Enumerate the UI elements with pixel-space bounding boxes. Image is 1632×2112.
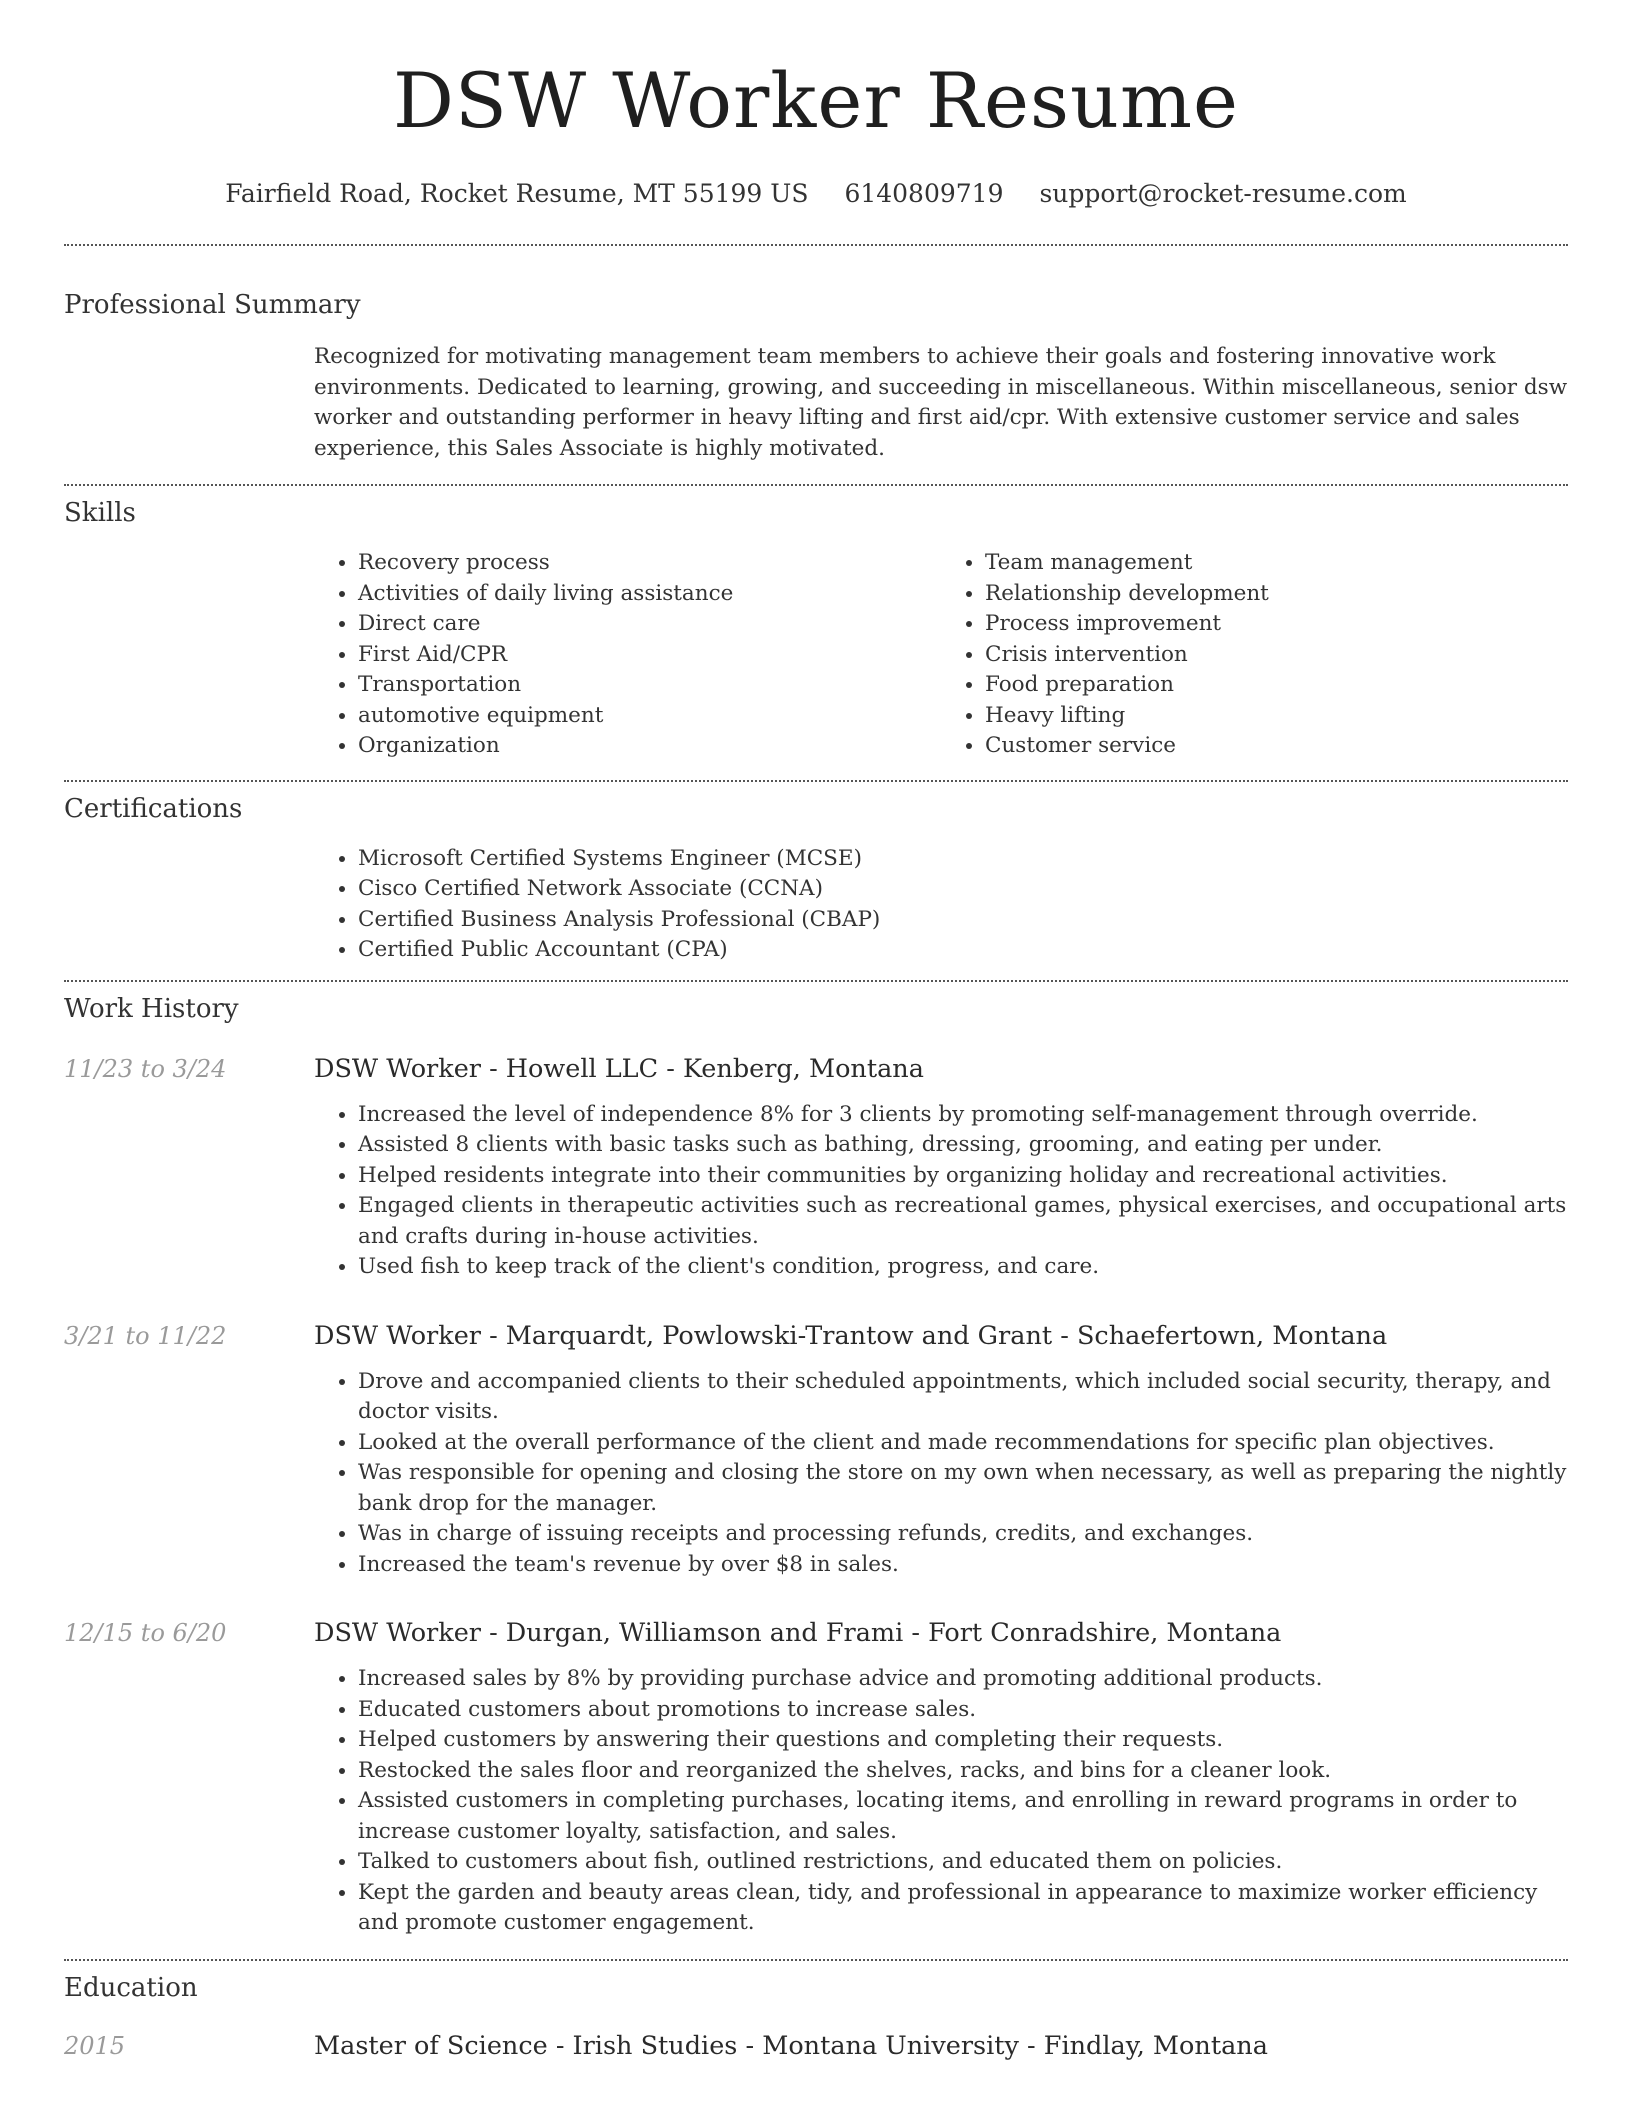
summary-text: Recognized for motivating management team members to achieve their goals and fostering innovative work environments. Dedicated to learning, growing, and succeeding in miscellaneous. Within miscellaneous, senior dsw worker and outstanding performer in heavy lifting and first aid/cpr. With extensive customer service and sales experience, this Sales Associate is highly motivated. bbox=[314, 344, 1568, 461]
list-item: • Kept the garden and beauty areas clean, tidy, and professional in appearance to maximize worker efficiency and promote customer engagement. bbox=[358, 1878, 1568, 1939]
list-item: • Drove and accompanied clients to their scheduled appointments, which included social security, therapy, and doctor visits. bbox=[358, 1367, 1568, 1428]
job-title: DSW Worker - Marquardt, Powlowski-Trantow and Grant - Schaefertown, Montana bbox=[314, 1320, 1388, 1351]
job-entry bbox=[64, 1319, 1568, 1581]
skill-item: • Activities of daily living assistance bbox=[358, 579, 941, 610]
skill-item: • Heavy lifting bbox=[985, 701, 1568, 732]
education-heading: Education bbox=[64, 1972, 198, 2003]
skill-item: • Direct care bbox=[358, 609, 941, 640]
contact-line bbox=[64, 178, 1568, 210]
skills-heading: Skills bbox=[64, 498, 136, 528]
skill-item: • Process improvement bbox=[985, 609, 1568, 640]
list-item: • Increased the level of independence 8% for 3 clients by promoting self-management through override. bbox=[358, 1100, 1568, 1131]
skills-list-left bbox=[314, 548, 941, 762]
job-dates: 11/23 to 3/24 bbox=[64, 1054, 227, 1083]
skill-item: • Relationship development bbox=[985, 579, 1568, 610]
divider bbox=[64, 484, 1568, 486]
job-bullets bbox=[314, 1100, 1568, 1283]
page-title: DSW Worker Resume bbox=[392, 56, 1240, 145]
list-item: • Increased sales by 8% by providing purchase advice and promoting additional products. bbox=[358, 1664, 1568, 1695]
resume-page bbox=[64, 0, 1568, 2063]
job-title: DSW Worker - Howell LLC - Kenberg, Montana bbox=[314, 1053, 924, 1084]
contact-phone[interactable]: 6140809719 bbox=[844, 179, 1004, 208]
work-history-section bbox=[64, 992, 1568, 1939]
certification-item: • Cisco Certified Network Associate (CCNA) bbox=[358, 874, 1568, 905]
list-item: • Was responsible for opening and closing the store on my own when necessary, as well as preparing the nightly bank drop for the manager. bbox=[358, 1458, 1568, 1519]
certification-item: • Certified Business Analysis Professional (CBAP) bbox=[358, 905, 1568, 936]
job-bullets bbox=[314, 1367, 1568, 1581]
skill-item: • Crisis intervention bbox=[985, 640, 1568, 671]
certifications-list bbox=[314, 844, 1568, 966]
job-entry bbox=[64, 1616, 1568, 1939]
list-item: • Assisted customers in completing purchases, locating items, and enrolling in reward programs in order to increase customer loyalty, satisfaction, and sales. bbox=[358, 1786, 1568, 1847]
list-item: • Was in charge of issuing receipts and processing refunds, credits, and exchanges. bbox=[358, 1519, 1568, 1550]
summary-section bbox=[64, 288, 1568, 464]
list-item: • Helped residents integrate into their communities by organizing holiday and recreational activities. bbox=[358, 1161, 1568, 1192]
list-item: • Educated customers about promotions to increase sales. bbox=[358, 1695, 1568, 1726]
job-dates: 3/21 to 11/22 bbox=[64, 1321, 227, 1350]
skill-item: • Food preparation bbox=[985, 670, 1568, 701]
skill-item: • Transportation bbox=[358, 670, 941, 701]
job-title: DSW Worker - Durgan, Williamson and Frami - Fort Conradshire, Montana bbox=[314, 1618, 1282, 1648]
skills-section bbox=[64, 496, 1568, 762]
list-item: • Increased the team's revenue by over $8 in sales. bbox=[358, 1550, 1568, 1581]
contact-email[interactable]: support@rocket-resume.com bbox=[1039, 179, 1407, 208]
contact-address: Fairfield Road, Rocket Resume, MT 55199 US bbox=[225, 179, 809, 208]
job-dates: 12/15 to 6/20 bbox=[64, 1619, 227, 1647]
skill-item: • Customer service bbox=[985, 731, 1568, 762]
work-history-heading: Work History bbox=[64, 993, 239, 1024]
certification-item: • Microsoft Certified Systems Engineer (MCSE) bbox=[358, 844, 1568, 875]
education-year: 2015 bbox=[64, 2031, 126, 2060]
job-entry bbox=[64, 1052, 1568, 1283]
education-degree: Master of Science - Irish Studies - Montana University - Findlay, Montana bbox=[314, 2030, 1268, 2061]
divider bbox=[64, 1959, 1568, 1961]
divider bbox=[64, 244, 1568, 246]
job-bullets bbox=[314, 1664, 1568, 1939]
education-entry bbox=[64, 2029, 1568, 2063]
list-item: • Used fish to keep track of the client's condition, progress, and care. bbox=[358, 1252, 1568, 1283]
summary-heading: Professional Summary bbox=[64, 290, 361, 320]
skills-list-right bbox=[941, 548, 1568, 762]
list-item: • Restocked the sales floor and reorganized the shelves, racks, and bins for a cleaner look. bbox=[358, 1756, 1568, 1787]
divider bbox=[64, 980, 1568, 982]
skill-item: • Organization bbox=[358, 731, 941, 762]
skill-item: • automotive equipment bbox=[358, 701, 941, 732]
skill-item: • First Aid/CPR bbox=[358, 640, 941, 671]
list-item: • Engaged clients in therapeutic activities such as recreational games, physical exercises, and occupational arts and crafts during in-house activities. bbox=[358, 1191, 1568, 1252]
list-item: • Talked to customers about fish, outlined restrictions, and educated them on policies. bbox=[358, 1847, 1568, 1878]
skill-item: • Team management bbox=[985, 548, 1568, 579]
certification-item: • Certified Public Accountant (CPA) bbox=[358, 935, 1568, 966]
list-item: • Helped customers by answering their questions and completing their requests. bbox=[358, 1725, 1568, 1756]
certifications-section bbox=[64, 792, 1568, 966]
divider bbox=[64, 780, 1568, 782]
skill-item: • Recovery process bbox=[358, 548, 941, 579]
list-item: • Assisted 8 clients with basic tasks such as bathing, dressing, grooming, and eating per under. bbox=[358, 1130, 1568, 1161]
list-item: • Looked at the overall performance of the client and made recommendations for specific plan objectives. bbox=[358, 1428, 1568, 1459]
certifications-heading: Certifications bbox=[64, 793, 243, 824]
education-section bbox=[64, 1971, 1568, 2063]
